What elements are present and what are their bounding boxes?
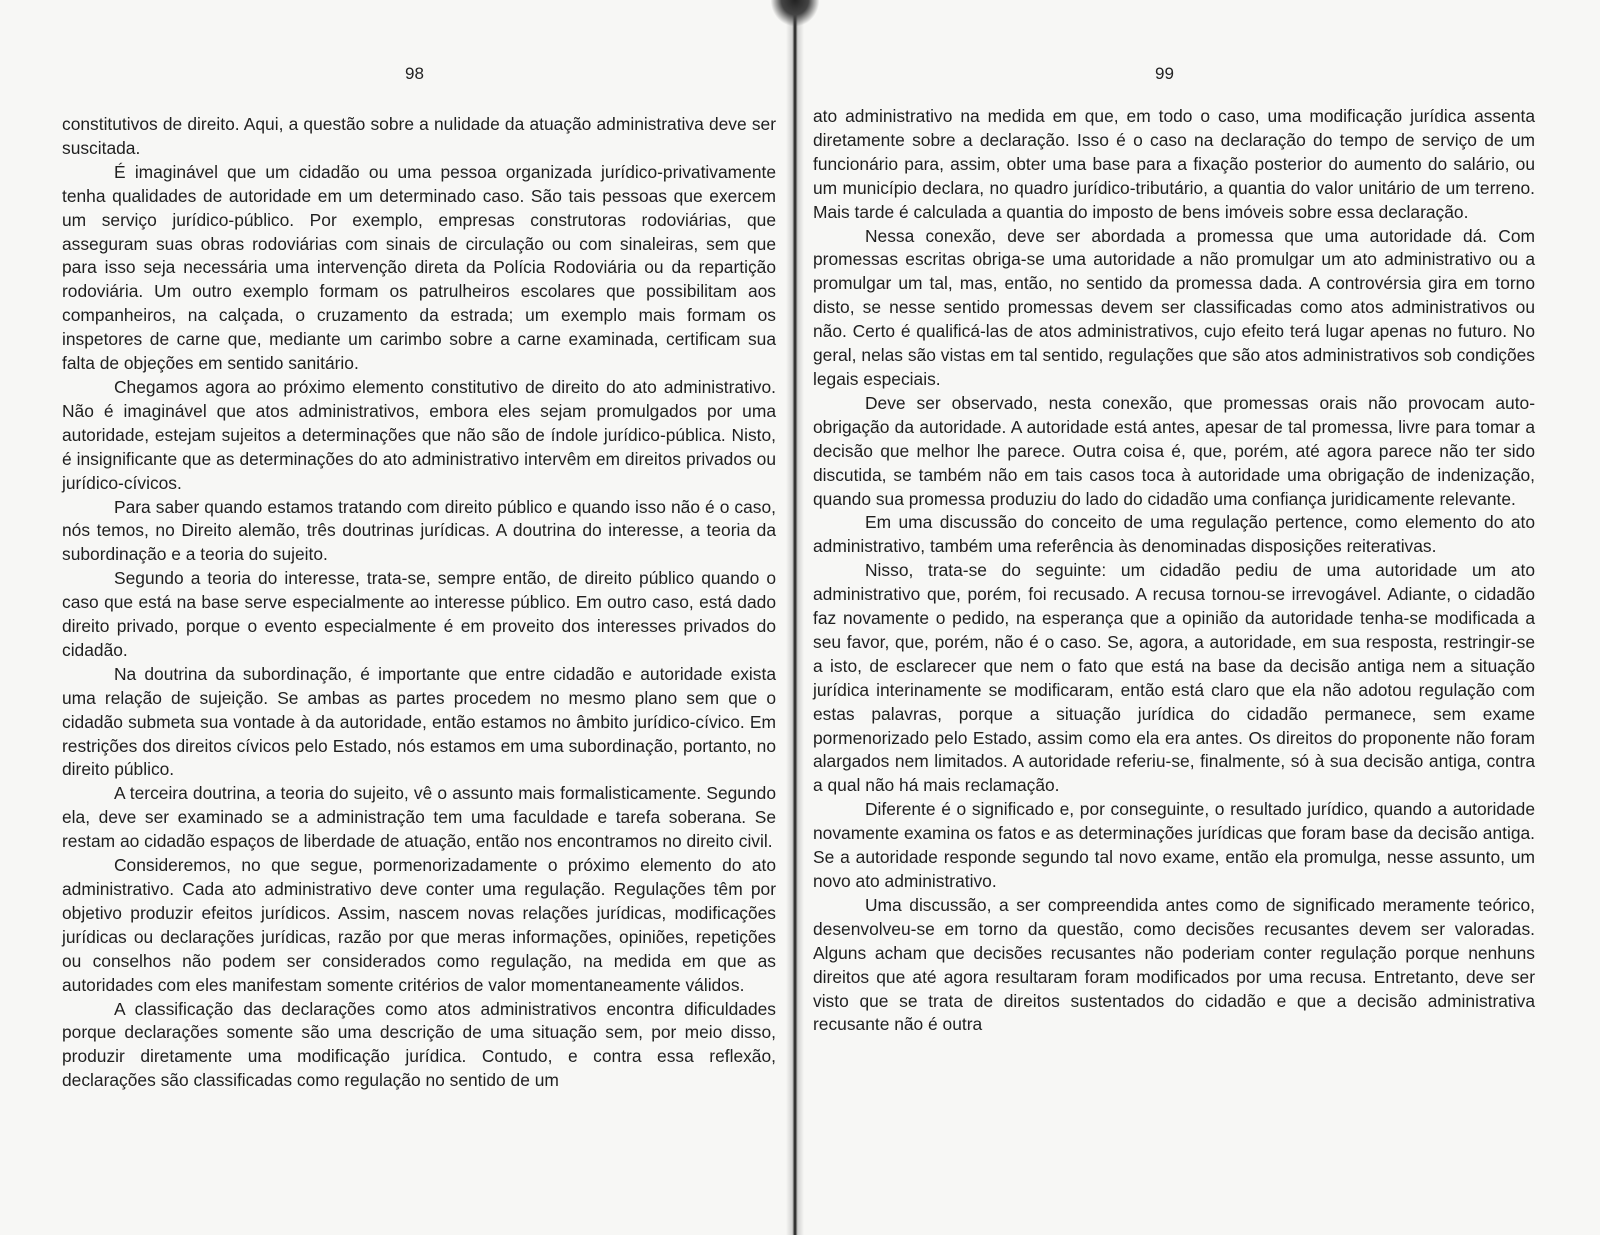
book-gutter xyxy=(786,0,804,1235)
right-page xyxy=(795,0,1600,1235)
paragraph: Uma discussão, a ser compreendida antes como de significado meramente teórico, desenvolveu-se em torno da questão, como decisões recusantes devem ser valoradas. Alguns acham que decisões recusantes não poderiam conter regulação porque nenhuns direitos que até agora resultaram foram modificados por uma recusa. Entretanto, deve ser visto que se trata de direitos sustentados do cidadão e que a decisão administrativa recusante não é outra xyxy=(813,894,1535,1035)
paragraph: A classificação das declarações como atos administrativos encontra dificuldades porque declarações somente são uma descrição de uma situação sem, por meio disso, produzir diretamente uma modificação jurídica. Contudo, e contra essa reflexão, declarações são classificadas como regulação no sentido de um xyxy=(62,998,776,1091)
paragraph: Para saber quando estamos tratando com direito público e quando isso não é o caso, nós temos, no Direito alemão, três doutrinas jurídicas. A doutrina do interesse, a teoria da subordinação e a teoria do sujeito. xyxy=(62,496,776,565)
left-page-text xyxy=(62,113,776,1093)
paragraph: A terceira doutrina, a teoria do sujeito, vê o assunto mais formalisticamente. Segundo ela, deve ser examinado se a administração tem uma faculdade e tarefa soberana. Se restam ao cidadão espaços de liberdade de atuação, então nos encontramos no direito civil. xyxy=(62,783,776,852)
left-page xyxy=(0,0,795,1235)
paragraph: Na doutrina da subordinação, é importante que entre cidadão e autoridade exista uma relação de sujeição. Se ambas as partes procedem no mesmo plano sem que o cidadão submeta sua vontade à da autoridade, então estamos no âmbito jurídico-cívico. Em restrições dos direitos cívicos pelo Estado, nós estamos em uma subordinação, portanto, no direito público. xyxy=(62,663,776,780)
paragraph: Deve ser observado, nesta conexão, que promessas orais não provocam auto-obrigação da autoridade. A autoridade está antes, apesar de tal promessa, livre para tomar a decisão que melhor lhe parece. Outra coisa é, que, porém, até agora parece não ter sido discutida, se também não em tais casos toca à autoridade uma obrigação de indenização, quando sua promessa produziu do lado do cidadão uma confiança juridicamente relevante. xyxy=(813,392,1535,509)
paragraph: constitutivos de direito. Aqui, a questão sobre a nulidade da atuação administrativa deve ser suscitada. xyxy=(62,114,776,158)
paragraph: ato administrativo na medida em que, em todo o caso, uma modificação jurídica assenta diretamente sobre a declaração. Isso é o caso na declaração do tempo de serviço de um funcionário para, assim, obter uma base para a fixação posterior do aumento do salário, ou um município declara, no quadro jurídico-tributário, a quantia do valor unitário de um terreno. Mais tarde é calculada a quantia do imposto de bens imóveis sobre essa declaração. xyxy=(813,106,1535,222)
paragraph: É imaginável que um cidadão ou uma pessoa organizada jurídico-privativamente tenha qualidades de autoridade em um determinado caso. São tais pessoas que exercem um serviço jurídico-público. Por exemplo, empresas construtoras rodoviárias, que asseguram suas obras rodoviárias com sinais de circulação ou com sinaleiras, sem que para isso seja necessária uma intervenção direta da Polícia Rodoviária ou da repartição rodoviária. Um outro exemplo formam os patrulheiros escolares que possibilitam aos companheiros, na calçada, o cruzamento da estrada; um exemplo mais formam os inspetores de carne que, mediante um carimbo sobre a carne examinada, certificam sua falta de objeções em sentido sanitário. xyxy=(62,161,776,374)
paragraph: Chegamos agora ao próximo elemento constitutivo de direito do ato administrativo. Não é imaginável que atos administrativos, embora eles sejam promulgados por uma autoridade, estejam sujeitos a determinações que não são de índole jurídico-pública. Nisto, é insignificante que as determinações do ato administrativo intervêm em direitos privados ou jurídico-cívicos. xyxy=(62,376,776,493)
page-number-right: 99 xyxy=(1155,64,1174,83)
page-number-left: 98 xyxy=(405,64,424,83)
book-gutter-shadow xyxy=(771,0,819,26)
paragraph: Segundo a teoria do interesse, trata-se, sempre então, de direito público quando o caso que está na base serve especialmente ao interesse público. Em outro caso, está dado direito privado, porque o evento especialmente é em proveito dos interesses privados do cidadão. xyxy=(62,568,776,660)
paragraph: Diferente é o significado e, por conseguinte, o resultado jurídico, quando a autoridade novamente examina os fatos e as determinações jurídicas que foram base da decisão antiga. Se a autoridade responde segundo tal novo exame, então ela promulga, nesse assunto, um novo ato administrativo. xyxy=(813,799,1535,891)
paragraph: Em uma discussão do conceito de uma regulação pertence, como elemento do ato administrativo, também uma referência às denominadas disposições reiterativas. xyxy=(813,512,1535,557)
paragraph: Consideremos, no que segue, pormenorizadamente o próximo elemento do ato administrativo. Cada ato administrativo deve conter uma regulação. Regulações têm por objetivo produzir efeitos jurídicos. Assim, nascem novas relações jurídicas, modificações jurídicas ou declarações jurídicas, razão por que meras informações, opiniões, repetições ou conselhos não podem ser considerados como regulação, na medida em que as autoridades com eles manifestam somente critérios de valor momentaneamente válidos. xyxy=(62,855,776,995)
right-page-text xyxy=(813,105,1535,1037)
paragraph: Nisso, trata-se do seguinte: um cidadão pediu de uma autoridade um ato administrativo que, porém, foi recusado. A recusa tornou-se irrevogável. Adiante, o cidadão faz novamente o pedido, na esperança que a opinião da autoridade tenha-se modificada a seu favor, que, porém, não é o caso. Se, agora, a autoridade, em sua resposta, restringir-se a isto, de esclarecer que nem o fato que está na base da decisão antiga nem a situação jurídica interinamente se modificaram, então está claro que ela não adotou regulação com estas palavras, porque a situação jurídica do cidadão permanece, sem exame pormenorizado pelo Estado, assim como ela era antes. Os direitos do proponente não foram alargados nem limitados. A autoridade referiu-se, finalmente, só à sua decisão antiga, contra a qual não há mais reclamação. xyxy=(813,560,1535,796)
paragraph: Nessa conexão, deve ser abordada a promessa que uma autoridade dá. Com promessas escritas obriga-se uma autoridade a não promulgar um ato administrativo ou a promulgar um tal, mas, então, no sentido da promessa dada. A controvérsia gira em torno disto, se nesse sentido promessas devem ser classificadas como atos administrativos ou não. Certo é qualificá-las de atos administrativos, cujo efeito terá lugar apenas no futuro. No geral, nelas são vistas em tal sentido, regulações que são atos administrativos sob condições legais especiais. xyxy=(813,225,1535,389)
